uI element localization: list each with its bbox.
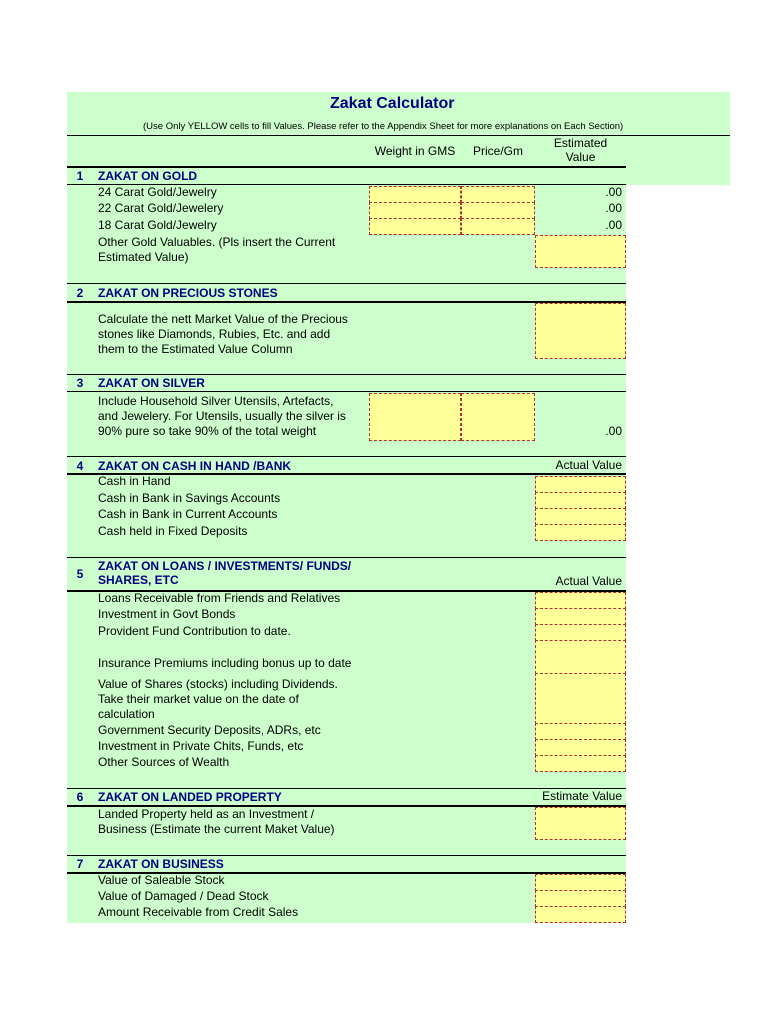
- column-header-estimated-line1: Estimated: [553, 136, 608, 150]
- weight-18-carat-input[interactable]: [369, 218, 461, 235]
- row-label: Loans Receivable from Friends and Relatives: [98, 591, 341, 605]
- divider: [67, 283, 626, 284]
- section-number: 3: [76, 376, 84, 390]
- price-22-carat-input[interactable]: [461, 202, 535, 219]
- row-label: Business (Estimate the current Maket Value): [98, 822, 335, 836]
- estimate-value-header: Estimate Value: [542, 789, 622, 803]
- divider: [67, 374, 626, 375]
- column-header-estimated-line2: Value: [565, 150, 596, 164]
- row-label: 24 Carat Gold/Jewelry: [98, 185, 217, 199]
- value-24-carat: .00: [605, 185, 622, 199]
- column-header-estimated: [535, 136, 626, 164]
- section-title-business: ZAKAT ON BUSINESS: [98, 857, 224, 871]
- row-label: Investment in Govt Bonds: [98, 607, 236, 621]
- row-label: Cash in Bank in Savings Accounts: [98, 491, 281, 505]
- section-number: 4: [76, 459, 84, 473]
- row-label: Other Gold Valuables. (Pls insert the Current: [98, 235, 336, 249]
- private-chits-input[interactable]: [535, 739, 626, 756]
- shares-value-input[interactable]: [535, 673, 626, 724]
- silver-price-input[interactable]: [461, 393, 535, 441]
- cash-in-hand-input[interactable]: [535, 476, 626, 493]
- divider: [67, 557, 626, 558]
- row-label: Landed Property held as an Investment /: [98, 807, 315, 821]
- divider: [67, 391, 626, 392]
- page-title: Zakat Calculator: [330, 95, 455, 112]
- security-deposits-input[interactable]: [535, 723, 626, 740]
- section-title-stones: ZAKAT ON PRECIOUS STONES: [98, 286, 278, 300]
- section-number: 7: [76, 857, 84, 871]
- instruction-note: (Use Only YELLOW cells to fill Values. Please refer to the Appendix Sheet for more explanations on Each Section): [143, 121, 624, 132]
- silver-weight-input[interactable]: [369, 393, 461, 441]
- section-title-property: ZAKAT ON LANDED PROPERTY: [98, 790, 282, 804]
- cash-savings-input[interactable]: [535, 492, 626, 509]
- row-label: Amount Receivable from Credit Sales: [98, 905, 299, 919]
- column-header-price: Price/Gm: [472, 144, 523, 158]
- value-18-carat: .00: [605, 218, 622, 232]
- price-18-carat-input[interactable]: [461, 218, 535, 235]
- landed-property-input[interactable]: [535, 807, 626, 840]
- loans-receivable-input[interactable]: [535, 592, 626, 609]
- row-label: Cash in Hand: [98, 474, 171, 488]
- section-title-cash: ZAKAT ON CASH IN HAND /BANK: [98, 459, 292, 473]
- govt-bonds-input[interactable]: [535, 608, 626, 625]
- row-label: Provident Fund Contribution to date.: [98, 624, 291, 638]
- other-wealth-input[interactable]: [535, 755, 626, 772]
- section-number: 5: [76, 567, 84, 581]
- divider: [67, 135, 730, 136]
- section-title-gold: ZAKAT ON GOLD: [98, 169, 198, 183]
- section-title-loans-line2: SHARES, ETC: [98, 573, 179, 587]
- section-title-loans-line1: ZAKAT ON LOANS / INVESTMENTS/ FUNDS/: [98, 559, 352, 573]
- saleable-stock-input[interactable]: [535, 874, 626, 891]
- insurance-premiums-input[interactable]: [535, 640, 626, 674]
- value-22-carat: .00: [605, 201, 622, 215]
- row-label: Estimated Value): [98, 250, 189, 264]
- provident-fund-input[interactable]: [535, 624, 626, 641]
- row-label: Value of Damaged / Dead Stock: [98, 889, 269, 903]
- section-number: 1: [76, 169, 84, 183]
- actual-value-header: Actual Value: [555, 574, 622, 588]
- other-gold-value-input[interactable]: [535, 235, 626, 268]
- cash-current-input[interactable]: [535, 508, 626, 525]
- column-header-weight: Weight in GMS: [374, 144, 456, 158]
- row-label: and Jewelery. For Utensils, usually the silver is: [98, 409, 346, 423]
- silver-value: .00: [605, 424, 622, 438]
- row-label: 18 Carat Gold/Jewelry: [98, 218, 217, 232]
- header-extension: [626, 92, 730, 185]
- row-label: Investment in Private Chits, Funds, etc: [98, 739, 304, 753]
- row-label: Government Security Deposits, ADRs, etc: [98, 723, 321, 737]
- precious-stones-value-input[interactable]: [535, 303, 626, 359]
- row-label: stones like Diamonds, Rubies, Etc. and add: [98, 327, 331, 341]
- row-label: them to the Estimated Value Column: [98, 342, 293, 356]
- section-title-silver: ZAKAT ON SILVER: [98, 376, 205, 390]
- cash-fixed-deposits-input[interactable]: [535, 524, 626, 541]
- section-number: 2: [76, 286, 84, 300]
- divider: [67, 166, 626, 168]
- row-label: Insurance Premiums including bonus up to date: [98, 656, 352, 670]
- row-label: Calculate the nett Market Value of the Precious: [98, 312, 348, 326]
- section-number: 6: [76, 790, 84, 804]
- credit-sales-input[interactable]: [535, 906, 626, 923]
- row-label: calculation: [98, 707, 155, 721]
- row-label: Include Household Silver Utensils, Artefacts,: [98, 394, 334, 408]
- price-24-carat-input[interactable]: [461, 186, 535, 203]
- row-label: Cash in Bank in Current Accounts: [98, 507, 278, 521]
- section-title-loans: [98, 559, 351, 587]
- weight-22-carat-input[interactable]: [369, 202, 461, 219]
- row-label: Other Sources of Wealth: [98, 755, 230, 769]
- row-label: Cash held in Fixed Deposits: [98, 524, 248, 538]
- row-label: Take their market value on the date of: [98, 692, 299, 706]
- row-label: 90% pure so take 90% of the total weight: [98, 424, 317, 438]
- weight-24-carat-input[interactable]: [369, 186, 461, 203]
- row-label: Value of Shares (stocks) including Dividends.: [98, 677, 338, 691]
- damaged-stock-input[interactable]: [535, 890, 626, 907]
- divider: [67, 456, 626, 457]
- row-label: Value of Saleable Stock: [98, 873, 225, 887]
- divider: [67, 855, 626, 856]
- actual-value-header: Actual Value: [555, 458, 622, 472]
- row-label: 22 Carat Gold/Jewelery: [98, 201, 224, 215]
